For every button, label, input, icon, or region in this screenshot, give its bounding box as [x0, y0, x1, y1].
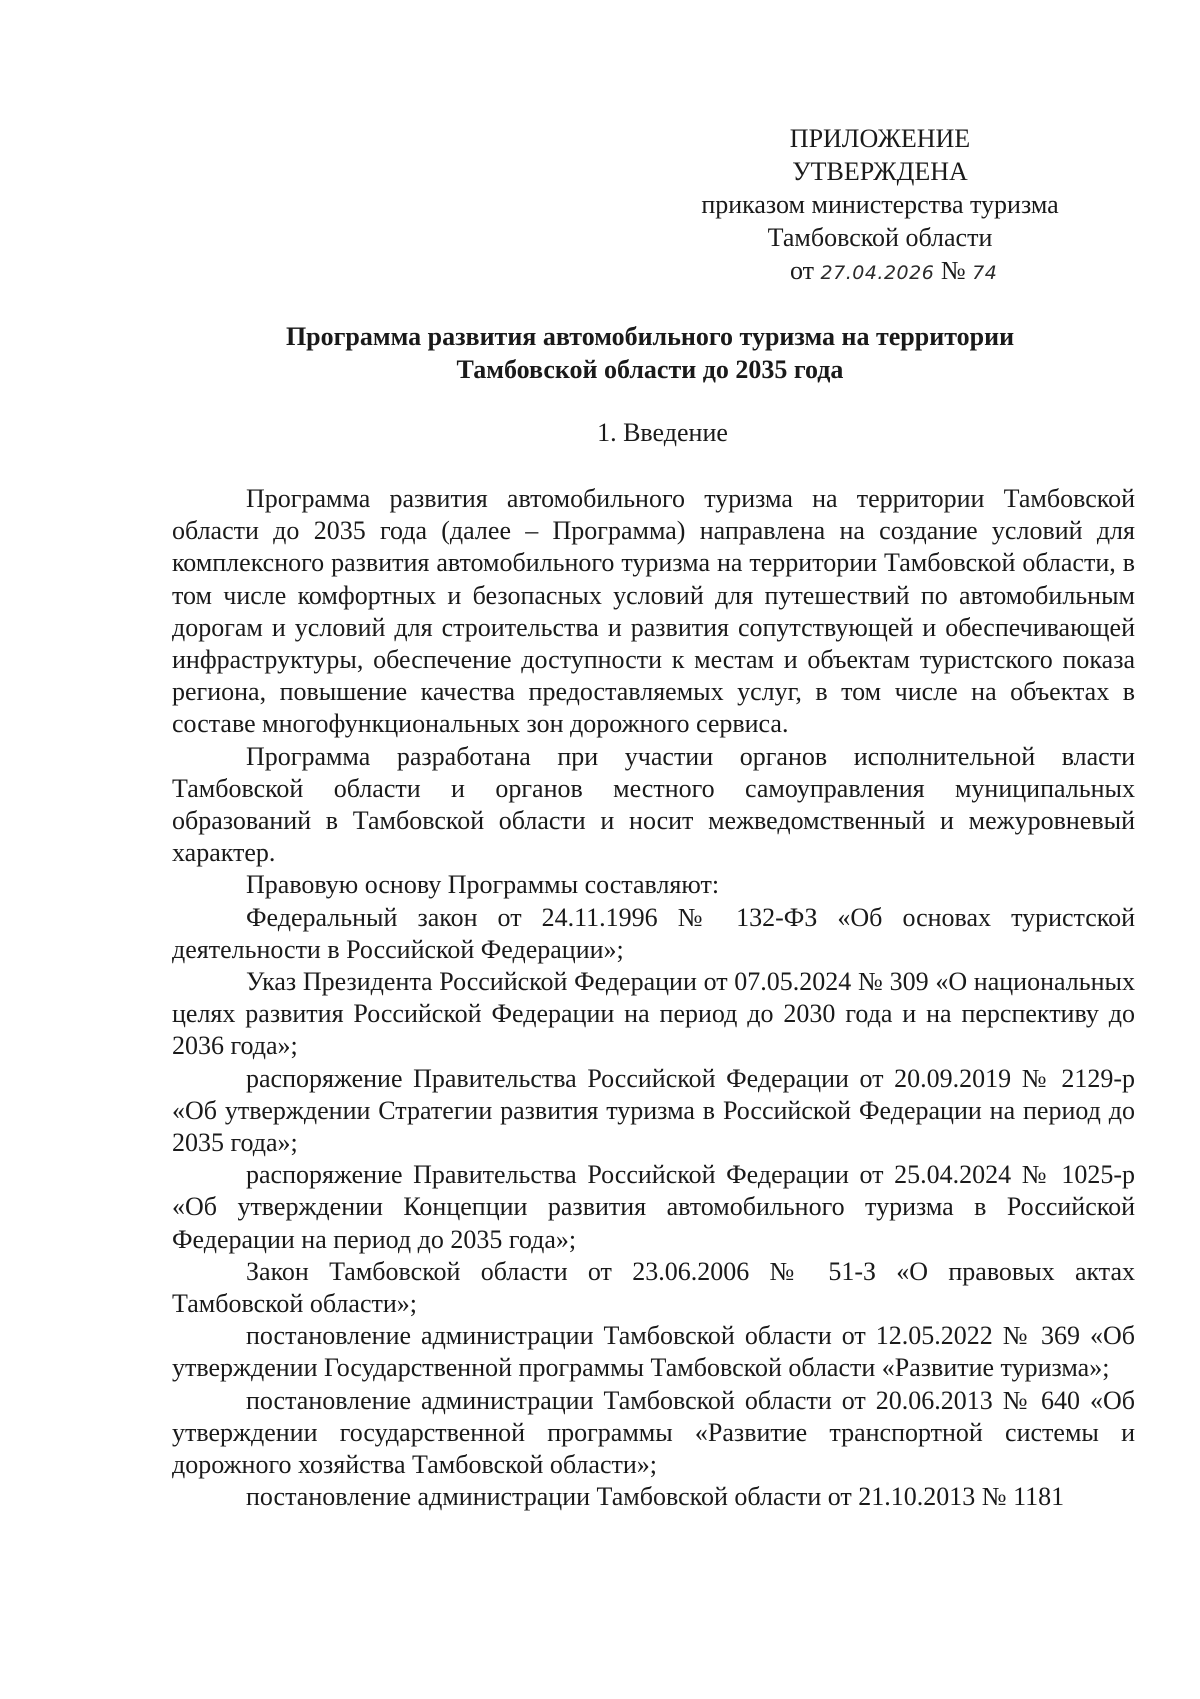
section-heading: 1. Введение [597, 418, 728, 447]
approval-number-sign: № [940, 256, 966, 285]
approval-date-prefix: от [790, 256, 815, 285]
handwritten-number: 74 [972, 262, 998, 284]
document-title-line-2: Тамбовской области до 2035 года [456, 355, 844, 384]
body-paragraph: Программа разработана при участии органов исполнительной власти Тамбовской области и органов местного самоуправления муниципальных образований в Тамбовской области и носит межведомственный и межуровневый характер. [172, 741, 1135, 868]
body-paragraph: постановление администрации Тамбовской области от 21.10.2013 № 1181 [246, 1482, 1065, 1512]
body-paragraph: постановление администрации Тамбовской области от 20.06.2013 № 640 «Об утверждении государственной программы «Развитие транспортной системы и дорожного хозяйства Тамбовской области»; [172, 1385, 1135, 1480]
approval-approved-label: УТВЕРЖДЕНА [792, 157, 968, 186]
body-paragraph: Программа развития автомобильного туризма на территории Тамбовской области до 2035 года (далее – Программа) направлена на создание условий для комплексного развития автомобильного туризма на территории Тамбовской области, в том числе комфортных и безопасных условий для путешествий по автомобильным дорогам и условий для строительства и развития сопутствующей и обеспечивающей инфраструктуры, обеспечение доступности к местам и объектам туристского показа региона, повышение качества предоставляемых услуг, в том числе на объектах в составе многофункциональных зон дорожного сервиса. [172, 484, 1135, 739]
body-paragraph: Закон Тамбовской области от 23.06.2006 № 51-З «О правовых актах Тамбовской области»; [172, 1256, 1135, 1319]
document-title [160, 320, 1140, 386]
approval-block [660, 122, 1100, 290]
body-paragraph: распоряжение Правительства Российской Федерации от 25.04.2024 № 1025-р «Об утверждении Концепции развития автомобильного туризма в Российской Федерации на период до 2035 года»; [172, 1160, 1135, 1254]
approval-date-line [660, 254, 1100, 290]
handwritten-date: 27.04.2026 [820, 262, 935, 284]
body-paragraph: Правовую основу Программы составляют: [246, 870, 720, 900]
approval-region-line: Тамбовской области [767, 223, 993, 252]
body-paragraph: Федеральный закон от 24.11.1996 № 132-ФЗ «Об основах туристской деятельности в Российской Федерации»; [172, 902, 1135, 964]
approval-order-line: приказом министерства туризма [701, 190, 1059, 219]
body-paragraph: постановление администрации Тамбовской области от 12.05.2022 № 369 «Об утверждении Государственной программы Тамбовской области «Развитие туризма»; [172, 1321, 1135, 1383]
approval-appendix-label: ПРИЛОЖЕНИЕ [789, 124, 971, 153]
document-title-line-1: Программа развития автомобильного туризма на территории [285, 322, 1015, 351]
body-paragraph: Указ Президента Российской Федерации от 07.05.2024 № 309 «О национальных целях развития Российской Федерации на период до 2030 года и на перспективу до 2036 года»; [172, 967, 1135, 1061]
document-body [172, 483, 1135, 1514]
body-paragraph: распоряжение Правительства Российской Федерации от 20.09.2019 № 2129-р «Об утверждении Стратегии развития туризма в Российской Федерации на период до 2035 года»; [172, 1063, 1135, 1158]
